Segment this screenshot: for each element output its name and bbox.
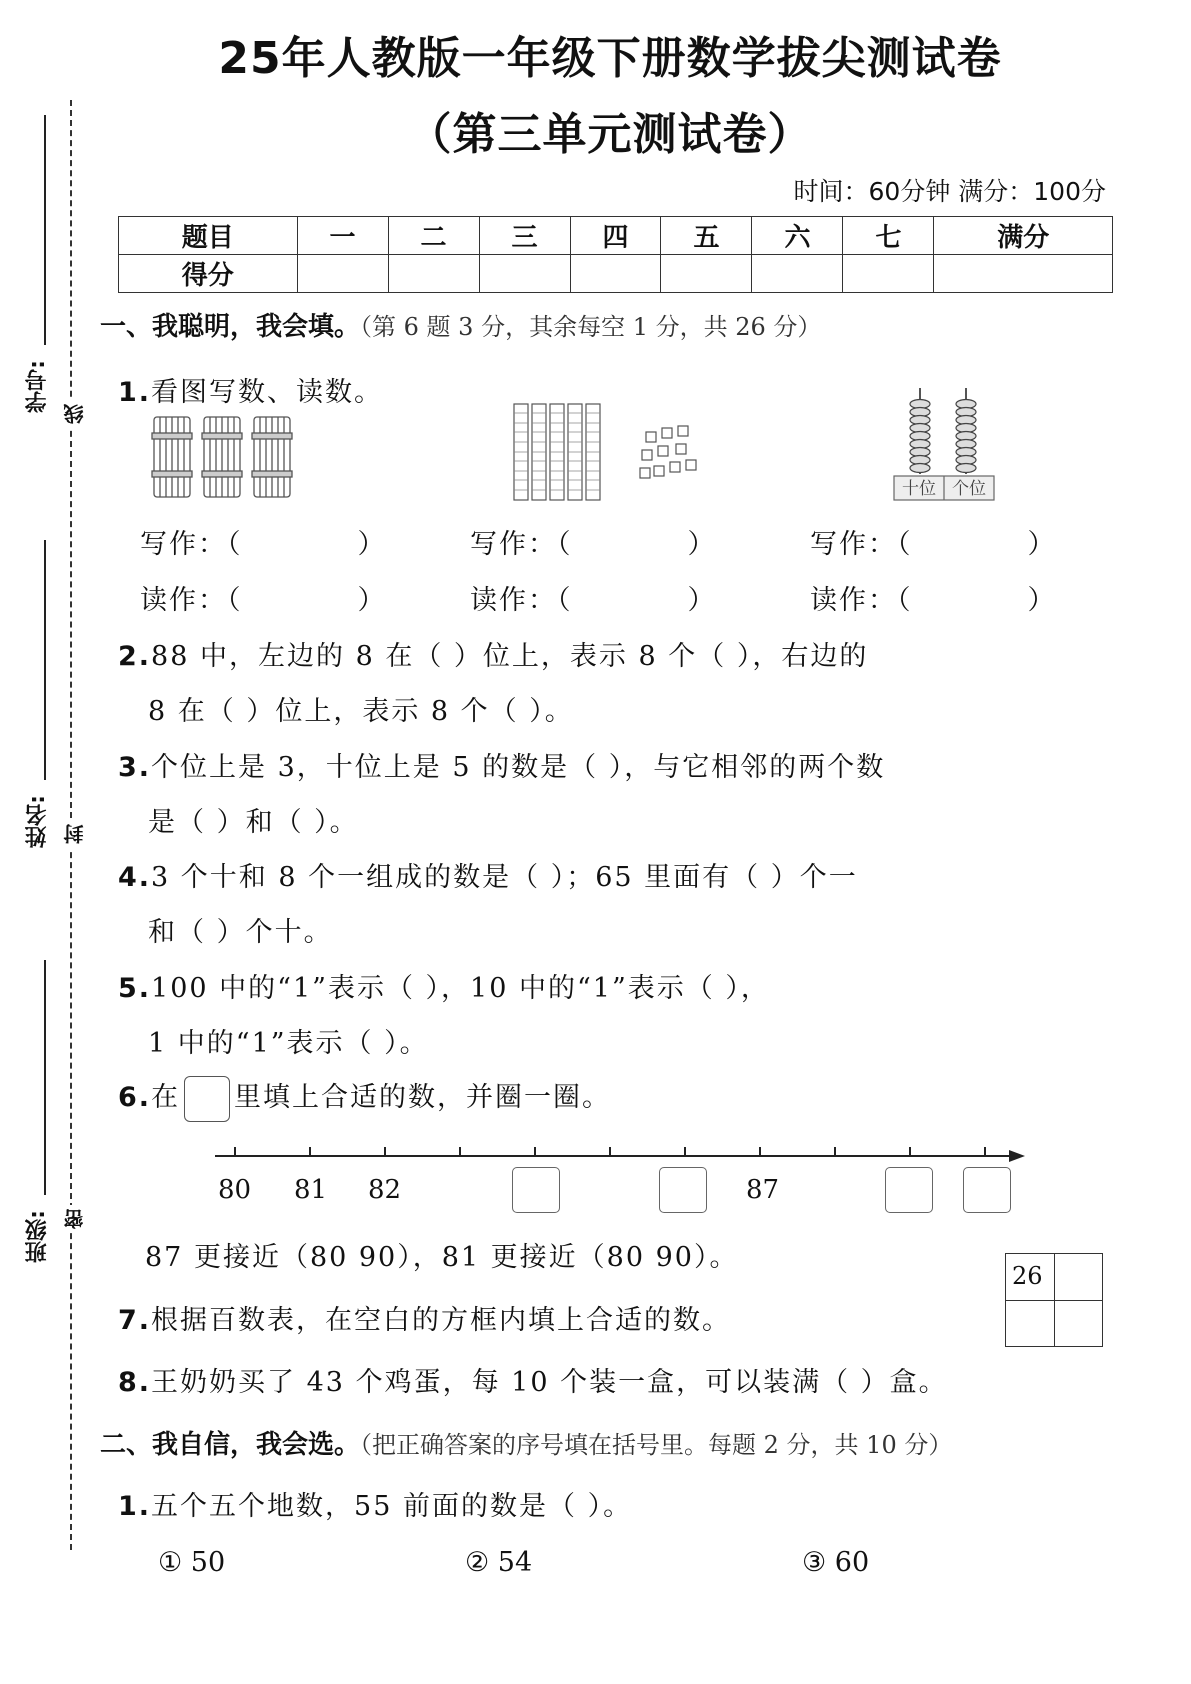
score-table xyxy=(118,216,1113,293)
question-number: 5. xyxy=(118,973,152,1004)
write-label: 写作：（ xyxy=(470,529,573,560)
question-4 xyxy=(118,855,858,894)
close-paren: ） xyxy=(1027,529,1057,560)
question-text: 在 xyxy=(151,1082,181,1113)
score-cell[interactable] xyxy=(752,255,843,293)
question-number: 3. xyxy=(118,752,152,783)
section1-note: （第 6 题 3 分，其余每空 1 分，共 26 分） xyxy=(360,313,822,341)
question-8 xyxy=(118,1360,948,1399)
score-table-header-row xyxy=(119,217,1113,255)
abacus-image xyxy=(890,382,1000,502)
question-7 xyxy=(118,1298,731,1337)
seal-line-char: 线 xyxy=(60,400,89,428)
score-cell[interactable] xyxy=(388,255,479,293)
section1-heading-row xyxy=(100,306,821,343)
close-paren: ） xyxy=(1027,585,1057,616)
name-label: 姓名: xyxy=(25,795,50,848)
page-title: 25年人教版一年级下册数学拔尖测试卷 xyxy=(218,33,1002,84)
score-cell[interactable] xyxy=(843,255,934,293)
stick-bundles-image xyxy=(150,415,300,500)
question-number: 1. xyxy=(118,377,152,408)
question-3-continued: 是（ ）和（ ）。 xyxy=(148,807,359,838)
number-line-answer-box[interactable] xyxy=(885,1167,933,1213)
score-header-cell: 题目 xyxy=(119,217,298,255)
question-text: 根据百数表，在空白的方框内填上合适的数。 xyxy=(151,1305,732,1336)
write-label: 写作：（ xyxy=(810,529,913,560)
number-line-answer-box[interactable] xyxy=(963,1167,1011,1213)
number-line-label: 81 xyxy=(294,1175,328,1205)
score-header-cell: 三 xyxy=(479,217,570,255)
class-label: 班级: xyxy=(25,1210,50,1263)
number-line-label: 87 xyxy=(746,1175,780,1205)
close-paren: ） xyxy=(357,585,387,616)
score-header-cell: 四 xyxy=(570,217,661,255)
score-header-cell: 七 xyxy=(843,217,934,255)
student-id-label: 学号: xyxy=(25,360,50,413)
seal-seal-char: 封 xyxy=(60,820,89,848)
section1-heading: 一、我聪明，我会填。 xyxy=(100,312,361,342)
page-subtitle: （第三单元测试卷） xyxy=(407,109,813,160)
time-score-info: 时间：60分钟 满分：100分 xyxy=(793,177,1106,206)
question-number: 4. xyxy=(118,862,152,893)
read-label: 读作：（ xyxy=(140,585,243,616)
abacus-ones-label: 个位 xyxy=(952,479,986,499)
number-line-answer-box[interactable] xyxy=(659,1167,707,1213)
stick-bundle xyxy=(202,417,242,497)
question-number: 7. xyxy=(118,1305,152,1336)
q1-write-answer-1[interactable] xyxy=(140,522,387,561)
question-3 xyxy=(118,745,885,784)
score-header-cell: 五 xyxy=(661,217,752,255)
score-table-score-row xyxy=(119,255,1113,293)
score-cell[interactable] xyxy=(661,255,752,293)
q1-write-answer-2[interactable] xyxy=(470,522,717,561)
question-5-continued: 1 中的“1”表示（ ）。 xyxy=(148,1028,429,1059)
q1-read-answer-2[interactable] xyxy=(470,578,717,617)
question-text: 88 中，左边的 8 在（ ）位上，表示 8 个（ ），右边的 xyxy=(151,641,869,672)
base-ten-blocks-image xyxy=(510,400,710,505)
stick-bundle xyxy=(152,417,192,497)
score-header-cell: 满分 xyxy=(934,217,1113,255)
question-4-continued: 和（ ）个十。 xyxy=(148,917,333,948)
name-blank[interactable] xyxy=(44,540,46,780)
question-text: 100 中的“1”表示（ ），10 中的“1”表示（ ）， xyxy=(151,973,770,1004)
question-2 xyxy=(118,634,868,673)
question-6 xyxy=(118,1075,611,1122)
score-cell[interactable] xyxy=(297,255,388,293)
read-label: 读作：（ xyxy=(470,585,573,616)
score-header-cell: 六 xyxy=(752,217,843,255)
question-text: 王奶奶买了 43 个鸡蛋，每 10 个装一盒，可以装满（ ）盒。 xyxy=(151,1367,948,1398)
close-paren: ） xyxy=(687,585,717,616)
question-5 xyxy=(118,966,770,1005)
question-1 xyxy=(118,370,383,409)
question-text: 里填上合适的数，并圈一圈。 xyxy=(234,1082,612,1113)
number-line-label: 82 xyxy=(368,1175,402,1205)
read-label: 读作：（ xyxy=(810,585,913,616)
choice-option-2[interactable]: ② 54 xyxy=(465,1547,533,1578)
score-cell[interactable] xyxy=(570,255,661,293)
q1-write-answer-3[interactable] xyxy=(810,522,1057,561)
hundred-chart-value: 26 xyxy=(1012,1262,1043,1290)
score-header-cell: 一 xyxy=(297,217,388,255)
question-text: 五个五个地数，55 前面的数是（ ）。 xyxy=(151,1491,633,1522)
question-number: 8. xyxy=(118,1367,152,1398)
number-line-label: 80 xyxy=(218,1175,252,1205)
q1-read-answer-1[interactable] xyxy=(140,578,387,617)
question-number: 2. xyxy=(118,641,152,672)
section2-question-1 xyxy=(118,1484,632,1523)
question-6-compare: 87 更接近（80 90），81 更接近（80 90）。 xyxy=(145,1242,739,1273)
section2-heading-row xyxy=(100,1424,952,1461)
score-cell[interactable] xyxy=(479,255,570,293)
number-line-answer-box[interactable] xyxy=(512,1167,560,1213)
seal-secret-char: 密 xyxy=(60,1205,89,1233)
close-paren: ） xyxy=(357,529,387,560)
score-cell[interactable] xyxy=(934,255,1113,293)
inline-answer-box xyxy=(184,1076,230,1122)
question-number: 1. xyxy=(118,1491,152,1522)
close-paren: ） xyxy=(687,529,717,560)
abacus-tens-label: 十位 xyxy=(902,479,936,499)
q1-read-answer-3[interactable] xyxy=(810,578,1057,617)
question-2-continued: 8 在（ ）位上，表示 8 个（ ）。 xyxy=(148,696,574,727)
score-header-cell: 二 xyxy=(388,217,479,255)
class-blank[interactable] xyxy=(44,960,46,1195)
write-label: 写作：（ xyxy=(140,529,243,560)
section2-heading: 二、我自信，我会选。 xyxy=(100,1430,361,1460)
question-text: 3 个十和 8 个一组成的数是（ ）；65 里面有（ ）个一 xyxy=(151,862,858,893)
choice-option-1[interactable]: ① 50 xyxy=(158,1547,226,1578)
question-text: 看图写数、读数。 xyxy=(151,377,384,408)
choice-option-3[interactable]: ③ 60 xyxy=(802,1547,870,1578)
question-number: 6. xyxy=(118,1082,152,1113)
score-row-label: 得分 xyxy=(119,255,298,293)
question-text: 个位上是 3，十位上是 5 的数是（ ），与它相邻的两个数 xyxy=(151,752,886,783)
unit-cubes xyxy=(640,426,696,478)
stick-bundle xyxy=(252,417,292,497)
section2-note: （把正确答案的序号填在括号里。每题 2 分，共 10 分） xyxy=(360,1431,953,1459)
student-id-blank[interactable] xyxy=(44,115,46,345)
hundred-chart-grid xyxy=(1005,1253,1103,1347)
